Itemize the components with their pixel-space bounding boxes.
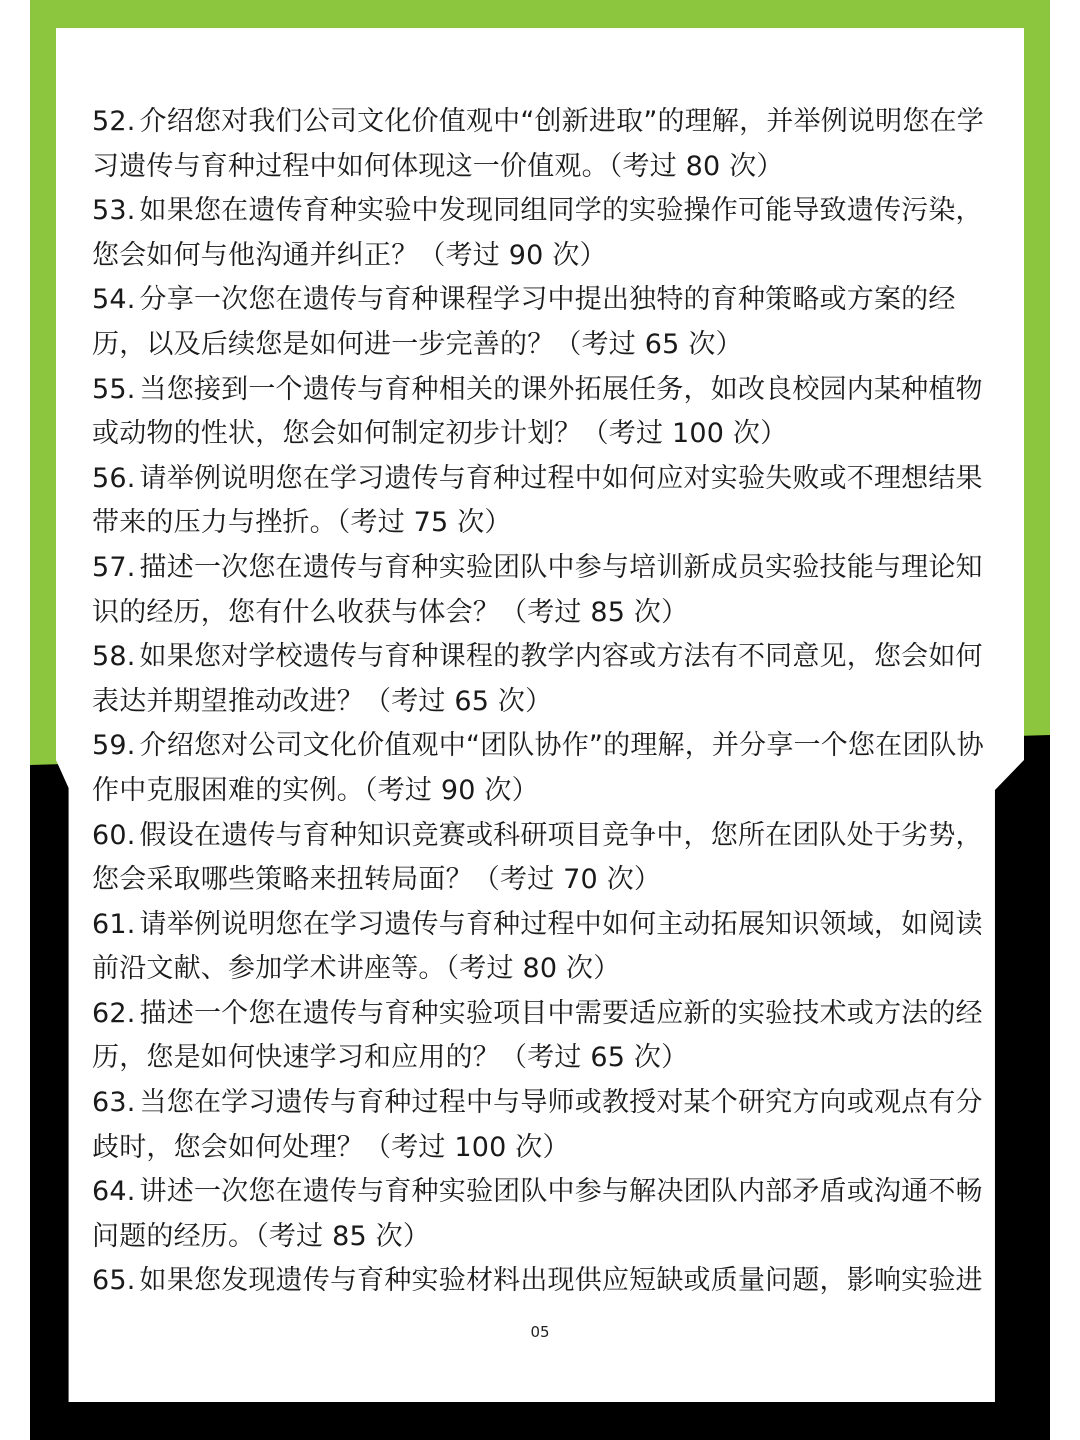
- question-item: 54. 分享一次您在遗传与育种课程学习中提出独特的育种策略或方案的经历，以及后续您是如何进一步完善的？（考过 65 次）: [92, 284, 956, 360]
- question-item: 62. 描述一个您在遗传与育种实验项目中需要适应新的实验技术或方法的经历，您是如何快速学习和应用的？（考过 65 次）: [92, 997, 983, 1074]
- question-item: 64. 讲述一次您在遗传与育种实验团队中参与解决团队内部矛盾或沟通不畅问题的经历。（考过 85 次）: [92, 1176, 983, 1252]
- question-item: 58. 如果您对学校遗传与育种课程的教学内容或方法有不同意见，您会如何表达并期望推动改进？（考过 65 次）: [92, 641, 983, 717]
- question-item: 56. 请举例说明您在学习遗传与育种过程中如何应对实验失败或不理想结果带来的压力与挫折。（考过 75 次）: [92, 462, 983, 539]
- question-item: 60. 假设在遗传与育种知识竞赛或科研项目竞争中，您所在团队处于劣势，您会采取哪些策略来扭转局面？（考过 70 次）: [92, 819, 983, 896]
- question-item: 61. 请举例说明您在学习遗传与育种过程中如何主动拓展知识领域，如阅读前沿文献、参加学术讲座等。（考过 80 次）: [92, 908, 983, 985]
- page-number: 05: [530, 1323, 550, 1341]
- question-item: 63. 当您在学习遗传与育种过程中与导师或教授对某个研究方向或观点有分歧时，您会如何处理？（考过 100 次）: [92, 1087, 983, 1163]
- question-item: 55. 当您接到一个遗传与育种相关的课外拓展任务，如改良校园内某种植物或动物的性状，您会如何制定初步计划？（考过 100 次）: [92, 373, 983, 450]
- question-list: [92, 100, 992, 1304]
- question-item: 57. 描述一次您在遗传与育种实验团队中参与培训新成员实验技能与理论知识的经历，您有什么收获与体会？（考过 85 次）: [92, 551, 983, 628]
- question-item: 65. 如果您发现遗传与育种实验材料出现供应短缺或质量问题，影响实验进: [92, 1265, 983, 1297]
- question-item: 52. 介绍您对我们公司文化价值观中“创新进取”的理解，并举例说明您在学习遗传与育种过程中如何体现这一价值观。（考过 80 次）: [92, 106, 984, 182]
- question-item: 59. 介绍您对公司文化价值观中“团队协作”的理解，并分享一个您在团队协作中克服困难的实例。（考过 90 次）: [92, 730, 984, 806]
- question-item: 53. 如果您在遗传育种实验中发现同组同学的实验操作可能导致遗传污染，您会如何与他沟通并纠正？（考过 90 次）: [92, 195, 983, 271]
